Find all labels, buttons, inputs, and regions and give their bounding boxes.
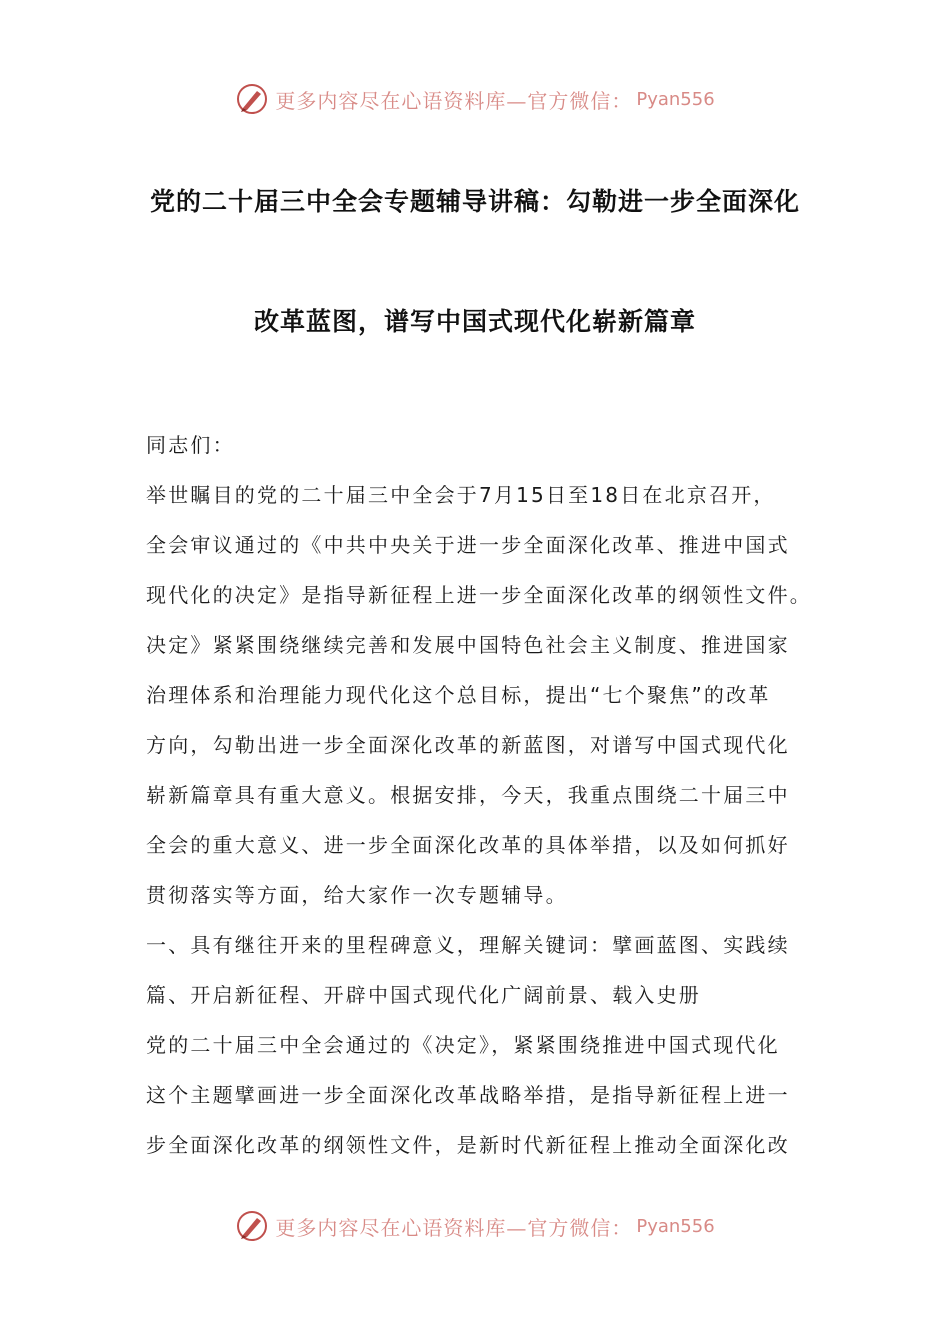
banner-text: 更多内容尽在心语资料库—官方微信： bbox=[275, 88, 633, 113]
body-line: 方向，勾勒出进一步全面深化改革的新蓝图，对谱写中国式现代化 bbox=[146, 733, 790, 757]
pen-logo-icon bbox=[235, 1209, 269, 1243]
body-line: 步全面深化改革的纲领性文件，是新时代新征程上推动全面深化改 bbox=[146, 1133, 790, 1157]
banner-text: 更多内容尽在心语资料库—官方微信： bbox=[275, 1215, 633, 1240]
body-line: 这个主题擘画进一步全面深化改革战略举措，是指导新征程上进一 bbox=[146, 1083, 790, 1107]
body-line: 治理体系和治理能力现代化这个总目标，提出“七个聚焦”的改革 bbox=[146, 683, 771, 707]
document-title-line-2: 改革蓝图，谱写中国式现代化崭新篇章 bbox=[253, 307, 696, 336]
pen-logo-icon bbox=[235, 82, 269, 116]
banner-wechat-id: Pyan556 bbox=[636, 1215, 715, 1237]
section-heading-line: 篇、开启新征程、开辟中国式现代化广阔前景、载入史册 bbox=[146, 983, 701, 1007]
body-line: 决定》紧紧围绕继续完善和发展中国特色社会主义制度、推进国家 bbox=[146, 633, 790, 657]
section-heading-line: 一、具有继往开来的里程碑意义，理解关键词：擘画蓝图、实践续 bbox=[146, 933, 790, 957]
body-line: 现代化的决定》是指导新征程上进一步全面深化改革的纲领性文件。 bbox=[146, 583, 812, 607]
document-title-line-1: 党的二十届三中全会专题辅导讲稿：勾勒进一步全面深化 bbox=[149, 187, 800, 216]
header-watermark-banner bbox=[0, 82, 950, 116]
body-line: 同志们： bbox=[146, 433, 235, 457]
body-line: 全会的重大意义、进一步全面深化改革的具体举措，以及如何抓好 bbox=[146, 833, 790, 857]
body-line: 崭新篇章具有重大意义。根据安排，今天，我重点围绕二十届三中 bbox=[146, 783, 790, 807]
body-line: 贯彻落实等方面，给大家作一次专题辅导。 bbox=[146, 883, 568, 907]
body-line: 全会审议通过的《中共中央关于进一步全面深化改革、推进中国式 bbox=[146, 533, 790, 557]
banner-wechat-id: Pyan556 bbox=[636, 88, 715, 110]
footer-watermark-banner bbox=[0, 1209, 950, 1243]
document-body bbox=[146, 420, 826, 1170]
body-line: 举世瞩目的党的二十届三中全会于7月15日至18日在北京召开， bbox=[146, 483, 776, 507]
body-line: 党的二十届三中全会通过的《决定》，紧紧围绕推进中国式现代化 bbox=[146, 1033, 780, 1057]
